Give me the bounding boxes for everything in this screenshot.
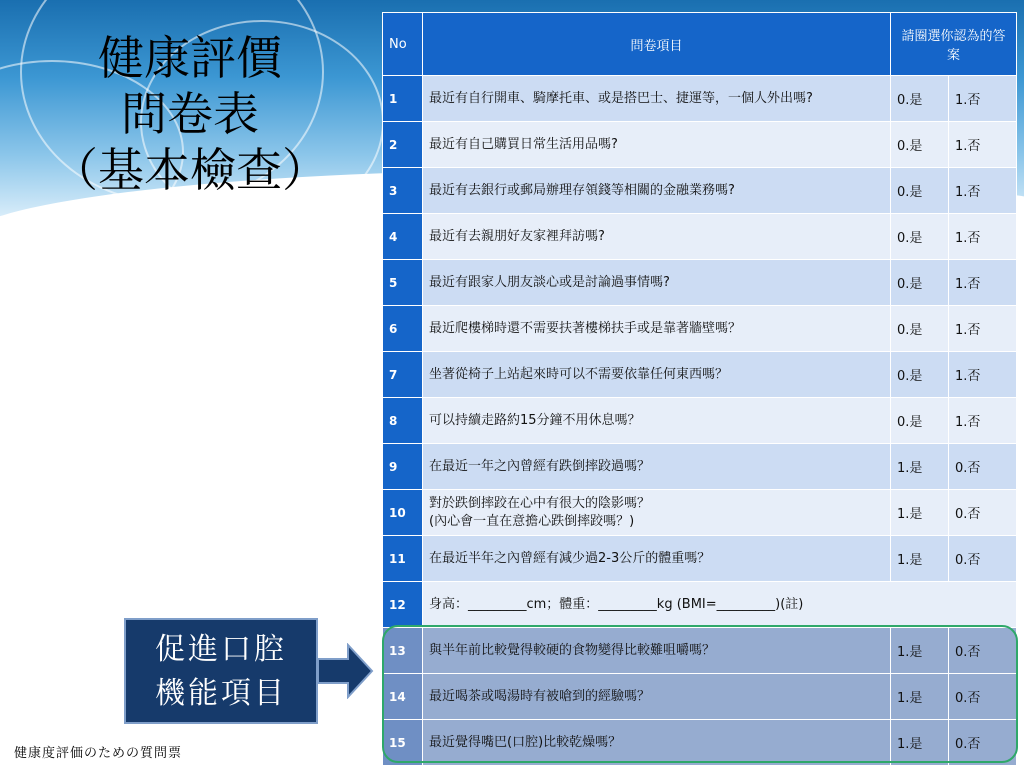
callout-line: 促進口腔 (155, 632, 287, 667)
row-number: 10 (383, 490, 423, 536)
table-row (383, 352, 1017, 398)
table-row (383, 260, 1017, 306)
table-row (383, 582, 1017, 628)
answer-option[interactable]: 0.是 (891, 214, 949, 260)
table-row (383, 444, 1017, 490)
answer-option[interactable]: 0.是 (891, 398, 949, 444)
answer-option[interactable]: 1.否 (949, 214, 1017, 260)
row-number: 3 (383, 168, 423, 214)
answer-option[interactable]: 0.否 (949, 674, 1017, 720)
table-row (383, 490, 1017, 536)
question-text: 最近爬樓梯時還不需要扶著樓梯扶手或是靠著牆壁嗎？ (423, 306, 891, 352)
question-text: 最近有自己購買日常生活用品嗎? (423, 122, 891, 168)
answer-option[interactable]: 1.否 (949, 352, 1017, 398)
table-row (383, 76, 1017, 122)
table-row (383, 536, 1017, 582)
answer-option[interactable]: 0.是 (891, 260, 949, 306)
row-number: 7 (383, 352, 423, 398)
oral-function-callout (124, 618, 318, 724)
row-number: 14 (383, 674, 423, 720)
question-line: 對於跌倒摔跤在心中有很大的陰影嗎？ (429, 495, 651, 511)
answer-option[interactable]: 0.是 (891, 122, 949, 168)
answer-option[interactable]: 0.否 (949, 444, 1017, 490)
question-text: 身高：_________cm；體重：_________kg (BMI=_________)(註) (423, 582, 1017, 628)
header-answer: 請圈選你認為的答案 (891, 13, 1017, 76)
answer-option[interactable]: 1.是 (891, 444, 949, 490)
header-item: 問卷項目 (423, 13, 891, 76)
title-line: 問卷表 (121, 87, 259, 141)
question-text: 在最近一年之內曾經有跌倒摔跤過嗎？ (423, 444, 891, 490)
answer-option[interactable]: 1.是 (891, 720, 949, 766)
question-text: 最近有自行開車、騎摩托車、或是搭巴士、捷運等，一個人外出嗎? (423, 76, 891, 122)
answer-option[interactable]: 0.否 (949, 536, 1017, 582)
table-row (383, 122, 1017, 168)
row-number: 12 (383, 582, 423, 628)
answer-option[interactable]: 0.否 (949, 490, 1017, 536)
question-text: 坐著從椅子上站起來時可以不需要依靠任何東西嗎？ (423, 352, 891, 398)
answer-option[interactable]: 0.是 (891, 76, 949, 122)
question-text: 最近喝茶或喝湯時有被嗆到的經驗嗎？ (423, 674, 891, 720)
answer-option[interactable]: 0.是 (891, 352, 949, 398)
footnote: 健康度評価のための質問票 (14, 746, 183, 761)
answer-option[interactable]: 1.否 (949, 122, 1017, 168)
table-row (383, 306, 1017, 352)
question-text: 最近覺得嘴巴(口腔)比較乾燥嗎？ (423, 720, 891, 766)
row-number: 9 (383, 444, 423, 490)
answer-option[interactable]: 1.否 (949, 76, 1017, 122)
question-text: 最近有去銀行或郵局辦理存領錢等相關的金融業務嗎? (423, 168, 891, 214)
question-text: 可以持續走路約15分鐘不用休息嗎？ (423, 398, 891, 444)
row-number: 1 (383, 76, 423, 122)
question-text: 最近有跟家人朋友談心或是討論過事情嗎? (423, 260, 891, 306)
title-line: 健康評價 (98, 31, 282, 85)
question-text (423, 490, 891, 536)
oral-function-highlight (382, 625, 1018, 763)
answer-option[interactable]: 1.是 (891, 490, 949, 536)
header-no: No (383, 13, 423, 76)
table-header-row (383, 13, 1017, 76)
arrow-right-icon (318, 643, 374, 699)
title-line: （基本檢查） (52, 143, 328, 197)
answer-option[interactable]: 1.否 (949, 260, 1017, 306)
table-row (383, 214, 1017, 260)
question-line: (內心會一直在意擔心跌倒摔跤嗎？) (429, 513, 635, 529)
question-text: 在最近半年之內曾經有減少過2-3公斤的體重嗎？ (423, 536, 891, 582)
answer-option[interactable]: 1.否 (949, 398, 1017, 444)
page-title (0, 30, 380, 198)
row-number: 6 (383, 306, 423, 352)
answer-option[interactable]: 1.否 (949, 306, 1017, 352)
row-number: 8 (383, 398, 423, 444)
row-number: 15 (383, 720, 423, 766)
answer-option[interactable]: 1.是 (891, 536, 949, 582)
row-number: 13 (383, 628, 423, 674)
question-text: 與半年前比較覺得較硬的食物變得比較難咀嚼嗎？ (423, 628, 891, 674)
answer-option[interactable]: 0.是 (891, 306, 949, 352)
answer-option[interactable]: 0.否 (949, 628, 1017, 674)
table-row (383, 168, 1017, 214)
answer-option[interactable]: 1.是 (891, 674, 949, 720)
question-text: 最近有去親朋好友家裡拜訪嗎? (423, 214, 891, 260)
answer-option[interactable]: 1.是 (891, 628, 949, 674)
row-number: 4 (383, 214, 423, 260)
answer-option[interactable]: 0.否 (949, 720, 1017, 766)
callout-line: 機能項目 (155, 676, 287, 711)
row-number: 2 (383, 122, 423, 168)
row-number: 5 (383, 260, 423, 306)
row-number: 11 (383, 536, 423, 582)
answer-option[interactable]: 0.是 (891, 168, 949, 214)
table-row (383, 398, 1017, 444)
answer-option[interactable]: 1.否 (949, 168, 1017, 214)
